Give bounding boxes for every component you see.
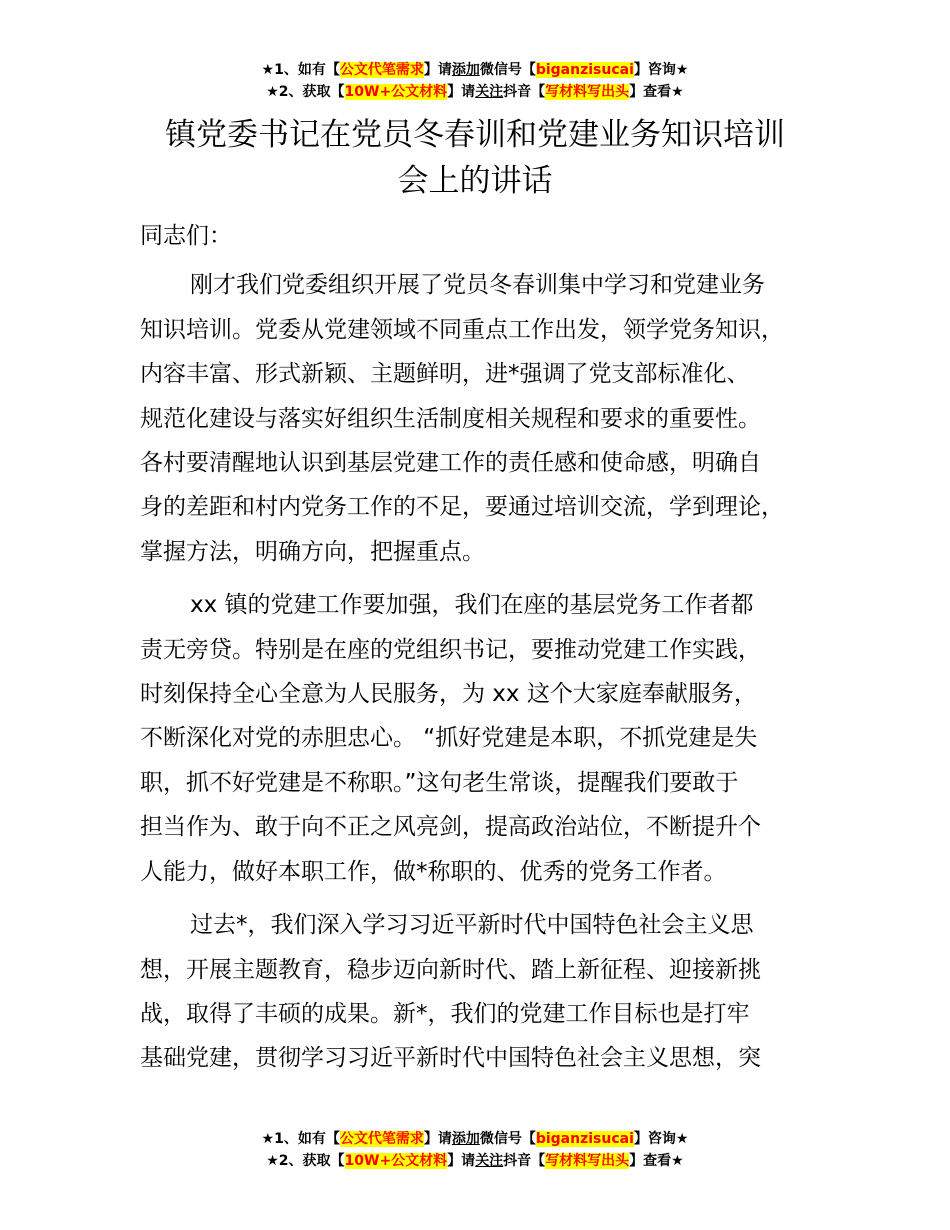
banner-emphasis: 添加: [451, 1131, 480, 1147]
banner-line-2: [0, 1150, 950, 1172]
document-body: [140, 214, 820, 1090]
paragraph: [140, 583, 820, 894]
paragraph: [140, 263, 820, 574]
banner-highlight: 10W+公文材料: [344, 84, 448, 100]
header-banner: [0, 59, 950, 103]
salutation: 同志们：: [140, 223, 232, 249]
paragraph-line: 人能力，做好本职工作，做*称职的、优秀的党务工作者。: [140, 858, 727, 885]
banner-line-2: [0, 81, 950, 103]
banner-emphasis: 关注: [475, 84, 504, 100]
paragraph-line: 想，开展主题教育，稳步迈向新时代、踏上新征程、迎接新挑: [140, 956, 761, 983]
paragraph: [140, 903, 820, 1081]
banner-text: 】查看★: [629, 84, 684, 100]
banner-highlight: 公文代笔需求: [339, 62, 424, 78]
banner-emphasis: 添加: [451, 62, 480, 78]
paragraph-line: 职，抓不好党建是不称职。”这句老生常谈，提醒我们要敢于: [140, 769, 739, 796]
banner-text: ★2、获取【: [266, 1153, 345, 1169]
banner-text: 抖音【: [503, 1153, 546, 1169]
paragraph-line: 各村要清醒地认识到基层党建工作的责任感和使命感，明确自: [140, 450, 761, 477]
banner-text: 】请: [447, 84, 476, 100]
paragraph-line: 内容丰富、形式新颖、主题鲜明，进*强调了党支部标准化、: [140, 361, 750, 388]
banner-emphasis: 关注: [475, 1153, 504, 1169]
paragraph-line: 身的差距和村内党务工作的不足，要通过培训交流，学到理论，: [140, 494, 784, 521]
paragraph-line: 不断深化对党的赤胆忠心。 “抓好党建是本职，不抓党建是失: [140, 725, 758, 752]
banner-text: ★1、如有【: [261, 1131, 340, 1147]
banner-text: 】请: [423, 1131, 452, 1147]
paragraph-line: 时刻保持全心全意为人民服务，为 xx 这个大家庭奉献服务，: [140, 681, 757, 708]
banner-douyin-id: 写材料写出头: [545, 1153, 630, 1169]
banner-highlight: 公文代笔需求: [339, 1131, 424, 1147]
title-line: 会上的讲话: [397, 163, 553, 199]
banner-wechat-id: biganzisucai: [535, 62, 634, 78]
paragraph-line: 基础党建，贯彻学习习近平新时代中国特色社会主义思想，突: [140, 1045, 761, 1072]
banner-text: 微信号【: [479, 62, 536, 78]
paragraph-line: 规范化建设与落实好组织生活制度相关规程和要求的重要性。: [140, 405, 761, 432]
paragraph-line: 责无旁贷。特别是在座的党组织书记，要推动党建工作实践，: [140, 636, 761, 663]
banner-text: 】查看★: [629, 1153, 684, 1169]
paragraph-line: xx 镇的党建工作要加强，我们在座的基层党务工作者都: [190, 592, 754, 619]
banner-text: 】咨询★: [633, 1131, 689, 1147]
banner-text: ★1、如有【: [261, 62, 340, 78]
banner-text: 】咨询★: [633, 62, 689, 78]
banner-wechat-id: biganzisucai: [535, 1131, 634, 1147]
banner-text: 】请: [423, 62, 452, 78]
paragraph-line: 刚才我们党委组织开展了党员冬春训集中学习和党建业务: [190, 272, 765, 299]
paragraph-line: 战，取得了丰硕的成果。新*，我们的党建工作目标也是打牢: [140, 1000, 750, 1027]
title-line: 镇党委书记在党员冬春训和党建业务知识培训: [165, 117, 785, 153]
banner-text: ★2、获取【: [266, 84, 345, 100]
banner-text: 微信号【: [479, 1131, 536, 1147]
footer-banner: [0, 1128, 950, 1172]
paragraph-line: 掌握方法，明确方向，把握重点。: [140, 538, 485, 565]
banner-text: 】请: [447, 1153, 476, 1169]
banner-highlight: 10W+公文材料: [344, 1153, 448, 1169]
banner-line-1: [0, 59, 950, 81]
banner-line-1: [0, 1128, 950, 1150]
document-title: [0, 112, 950, 204]
banner-text: 抖音【: [503, 84, 546, 100]
paragraph-line: 知识培训。党委从党建领域不同重点工作出发，领学党务知识，: [140, 316, 784, 343]
paragraph-line: 担当作为、敢于向不正之风亮剑，提高政治站位，不断提升个: [140, 814, 761, 841]
banner-douyin-id: 写材料写出头: [545, 84, 630, 100]
paragraph-line: 过去*，我们深入学习习近平新时代中国特色社会主义思: [190, 912, 754, 939]
